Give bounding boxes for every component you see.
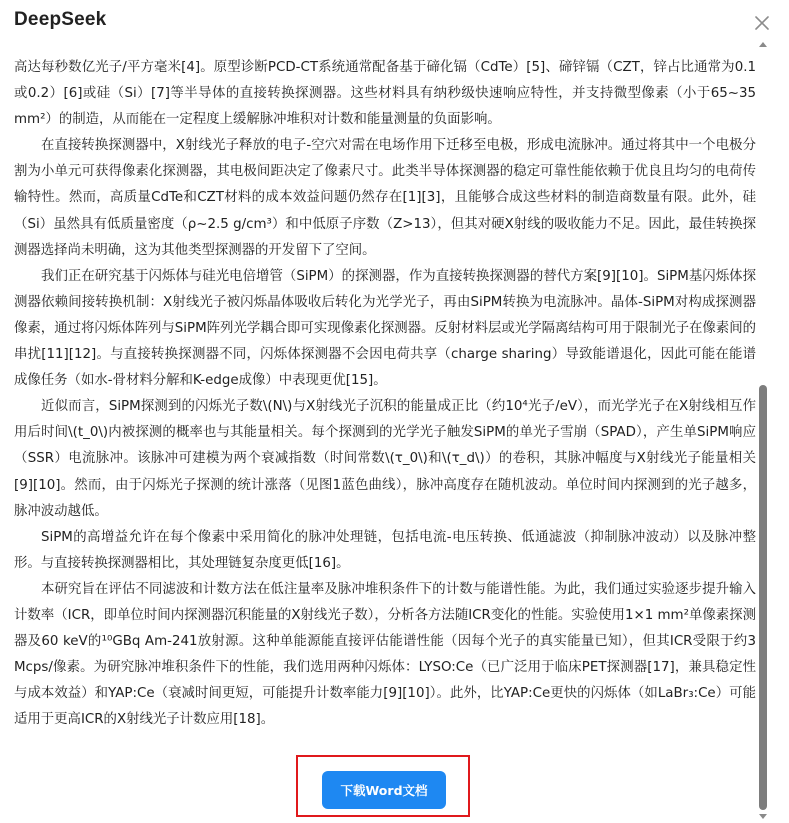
paragraph-6: 本研究旨在评估不同滤波和计数方法在低注量率及脉冲堆积条件下的计数与能谱性能。为此，我们通过实验逐步提升输入计数率（ICR，即单位时间内探测器沉积能量的X射线光子数），分析各方法随ICR变化的性能。实验使用1×1 mm²单像素探测器及60 keV的¹⁰GBq Am-241放射源。这种单能源能直接评估能谱性能（因每个光子的真实能量已知），但其ICR受限于约3 Mcps/像素。为研究脉冲堆积条件下的性能，我们选用两种闪烁体：LYSO:Ce（已广泛用于临床PET探测器[17]，兼具稳定性与成本效益）和YAP:Ce（衰减时间更短，可能提升计数率能力[9][10]）。此外，比YAP:Ce更快的闪烁体（如LaBr₃:Ce）可能适用于更高ICR的X射线光子计数应用[18]。 (14, 581, 756, 728)
document-content (14, 55, 756, 755)
paragraph-1: 高达每秒数亿光子/平方毫米[4]。原型诊断PCD-CT系统通常配备基于碲化镉（CdTe）[5]、碲锌镉（CZT，锌占比通常为0.1或0.2）[6]或硅（Si）[7]等半导体的直接转换探测器。这些材料具有纳秒级快速响应特性，并支持微型像素（小于65~35 mm²）的制造，从而能在一定程度上缓解脉冲堆积对计数和能量测量的负面影响。 (14, 60, 756, 128)
close-icon[interactable] (753, 14, 771, 32)
paragraph-3: 我们正在研究基于闪烁体与硅光电倍增管（SiPM）的探测器，作为直接转换探测器的替代方案[9][10]。SiPM基闪烁体探测器依赖间接转换机制：X射线光子被闪烁晶体吸收后转化为光学光子，再由SiPM转换为电流脉冲。晶体-SiPM对构成探测器像素，通过将闪烁体阵列与SiPM阵列光学耦合即可实现像素化探测器。反射材料层或光学隔离结构可用于限制光子在像素间的串扰[11][12]。与直接转换探测器不同，闪烁体探测器不会因电荷共享（charge sharing）导致能谱退化，因此可能在能谱成像任务（如水-骨材料分解和K-edge成像）中表现更优[15]。 (14, 268, 756, 389)
scroll-up-arrow-icon[interactable] (759, 42, 767, 47)
vertical-scrollbar[interactable] (757, 40, 769, 823)
paragraph-4: 近似而言，SiPM探测到的闪烁光子数\(N\)与X射线光子沉积的能量成正比（约10⁴光子/eV），而光学光子在X射线相互作用后时间\(t_0\)内被探测的概率也与其能量相关。每个探测到的光学光子触发SiPM的单光子雪崩（SPAD），产生单SiPM响应（SSR）电流脉冲。该脉冲可建模为两个衰减指数（时间常数\(τ_0\)和\(τ_d\)）的卷积，其脉冲幅度与X射线光子能量相关[9][10]。然而，由于闪烁光子探测的统计涨落（见图1蓝色曲线），脉冲高度存在随机波动。单位时间内探测到的光子越多，脉冲波动越低。 (14, 399, 756, 519)
paragraph-5: SiPM的高增益允许在每个像素中采用简化的脉冲处理链，包括电流-电压转换、低通滤波（抑制脉冲波动）以及脉冲整形。与直接转换探测器相比，其处理链复杂度更低[16]。 (14, 529, 756, 571)
scroll-thumb[interactable] (759, 385, 767, 810)
paragraph-2: 在直接转换探测器中，X射线光子释放的电子-空穴对需在电场作用下迁移至电极，形成电流脉冲。通过将其中一个电极分割为小单元可获得像素化探测器，其电极间距决定了像素尺寸。此类半导体探测器的稳定可靠性能依赖于优良且均匀的电荷传输特性。然而，高质量CdTe和CZT材料的成本效益问题仍然存在[1][3]，且能够合成这些材料的制造商数量有限。此外，硅（Si）虽然具有低质量密度（ρ~2.5 g/cm³）和中低原子序数（Z>13），但其对硬X射线的吸收能力不足。因此，最佳转换探测器选择尚未明确，这为其他类型探测器的开发留下了空间。 (14, 138, 756, 258)
scroll-down-arrow-icon[interactable] (759, 814, 767, 819)
dialog-title: DeepSeek (14, 9, 107, 30)
download-word-button[interactable]: 下载Word文档 (322, 771, 446, 809)
